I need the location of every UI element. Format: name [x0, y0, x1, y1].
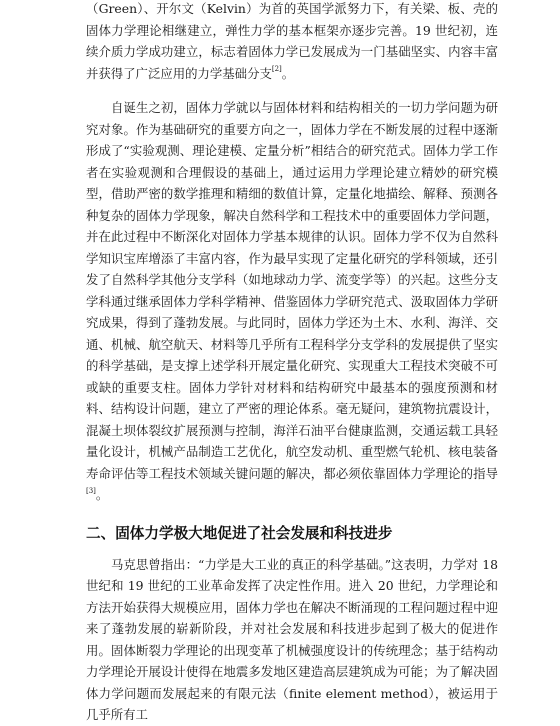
document-page — [86, 0, 498, 726]
section-heading: 二、固体力学极大地促进了社会发展和科技进步 — [86, 524, 393, 542]
paragraph-text: 马克思曾指出：“力学是大工业的真正的科学基础。”这表明，力学对 18 世纪和 19 世纪的工业革命发挥了决定性作用。进入 20 世纪，力学理论和方法开始获得大规模应用，固体力学也在解决不断涌现的工程问题过程中迎来了蓬勃发展的崭新阶段，并对社会发展和科技进步起到了极大的促进作用。固体断裂力学理论的出现变革了机械强度设计的传统理念；基于结构动力学理论开展设计使得在地震多发地区建造高层建筑成为可能；为了解决固体力学问题而发展起来的有限元法（finite element method），被运用于几乎所有工 — [86, 556, 498, 722]
paragraph-marx-quote — [86, 554, 498, 726]
paragraph-text: （Green）、开尔文（Kelvin）为首的英国学派努力下，有关梁、板、壳的固体力学理论相继建立，弹性力学的基本框架亦逐步完善。19 世纪初，连续介质力学成功建立，标志着固体力学已发展成为一门基础坚实、内容丰富并获得了广泛应用的力学基础分支 — [86, 1, 498, 81]
paragraph-end: 。 — [281, 65, 295, 81]
paragraph-research-object — [86, 97, 498, 506]
paragraph-text: 自诞生之初，固体力学就以与固体材料和结构相关的一切力学问题为研究对象。作为基础研究的重要方向之一，固体力学在不断发展的过程中逐渐形成了“实验观测、理论建模、定量分析”相结合的研究范式。固体力学工作者在实验观测和合理假设的基础上，通过运用力学理论建立精妙的研究模型，借助严密的数学推理和精细的数值计算，定量化地描绘、解释、预测各种复杂的固体力学现象，解决自然科学和工程技术中的重要固体力学问题，并在此过程中不断深化对固体力学基本规律的认识。固体力学不仅为自然科学知识宝库增添了丰富内容，作为最早实现了定量化研究的学科领域，还引发了自然科学其他分支学科（如地球动力学、流变学等）的兴起。这些分支学科通过继承固体力学科学精神、借鉴固体力学研究范式、汲取固体力学研究成果，得到了蓬勃发展。与此同时，固体力学还为土木、水利、海洋、交通、机械、航空航天、材料等几乎所有工程科学分支学科的发展提供了坚实的科学基础，是支撑上述学科开展定量化研究、实现重大工程技术突破不可或缺的重要支柱。固体力学针对材料和结构研究中最基本的强度预测和材料、结构设计问题，建立了严密的理论体系。毫无疑问，建筑物抗震设计，混凝土坝体裂纹扩展预测与控制，海洋石油平台健康监测，交通运载工具轻量化设计，机械产品制造工艺优化，航空发动机、重型燃气轮机、核电装备寿命评估等工程技术领域关键问题的解决，都必须依靠固体力学理论的指导 — [86, 100, 498, 481]
paragraph-continued — [86, 0, 498, 84]
paragraph-end: 。 — [95, 487, 109, 502]
citation-ref[interactable]: [3] — [86, 486, 96, 495]
citation-ref[interactable]: [2] — [271, 65, 282, 74]
